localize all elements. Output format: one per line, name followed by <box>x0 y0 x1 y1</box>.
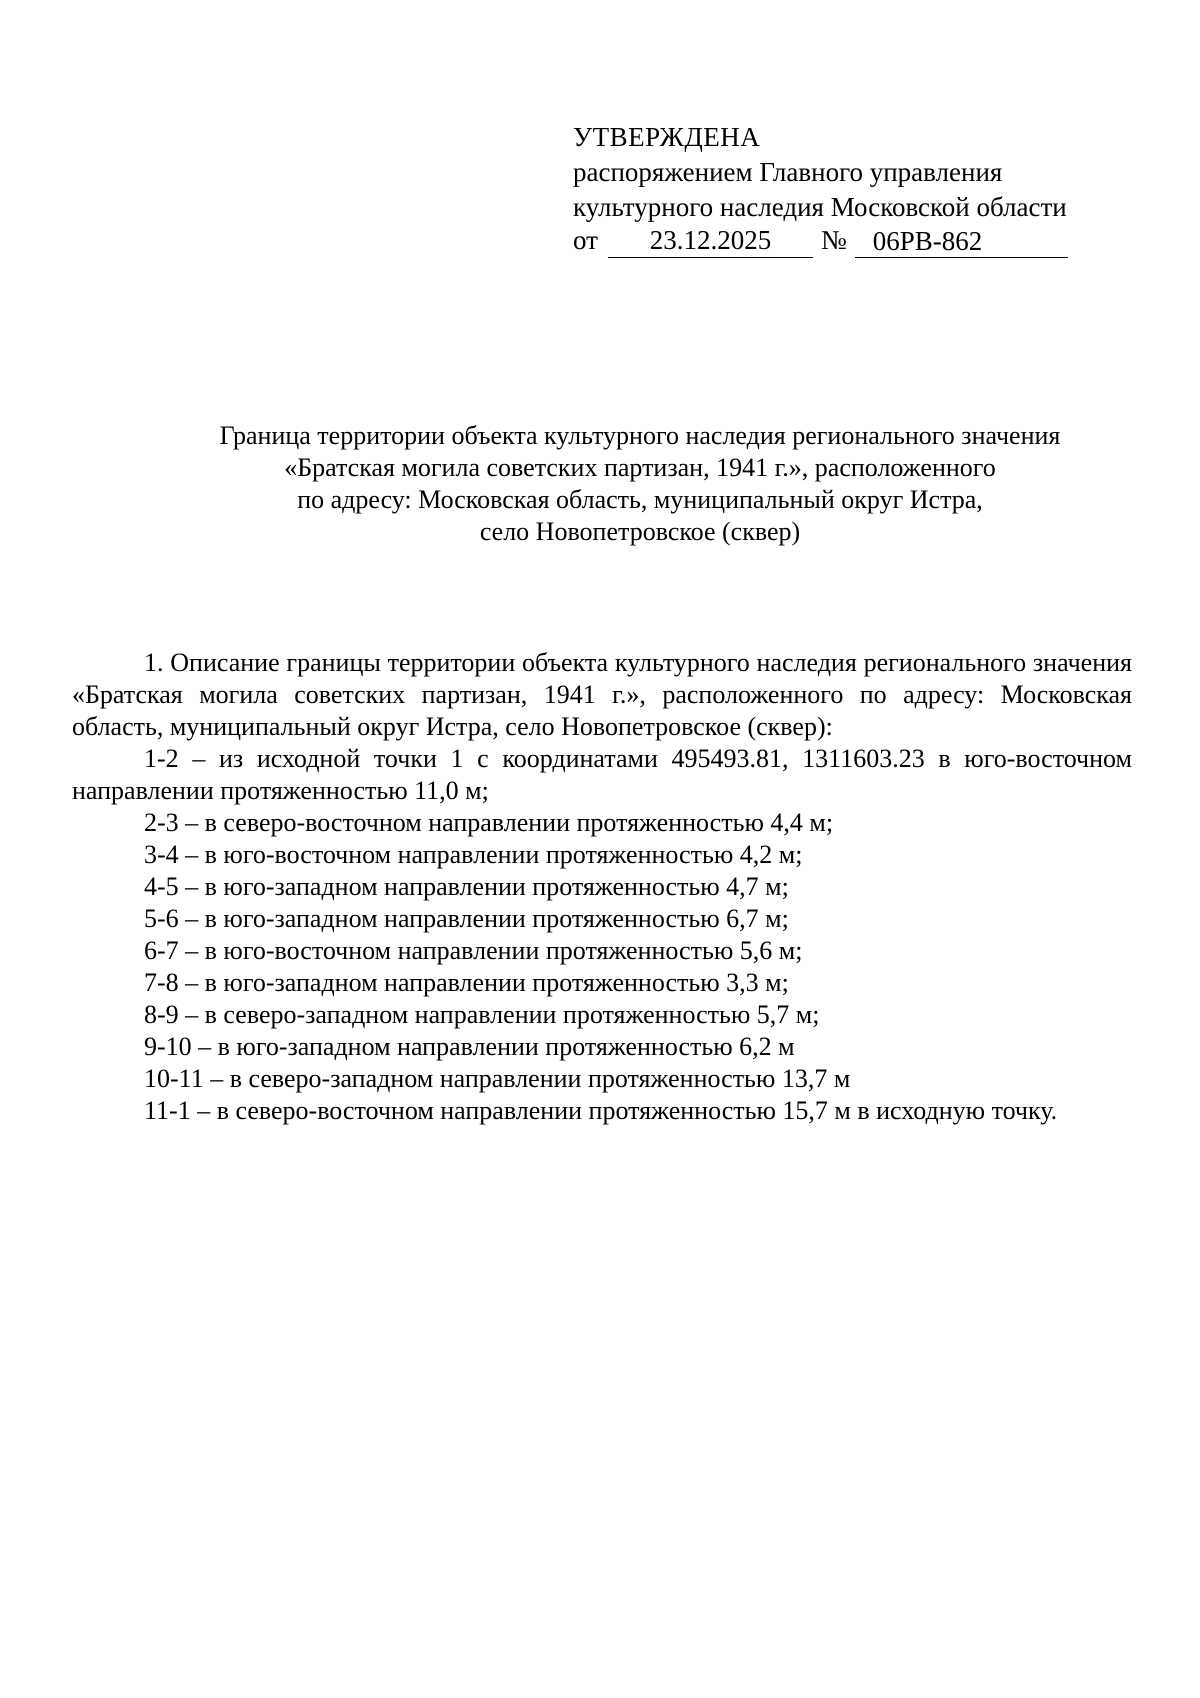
document-heading <box>90 420 1190 548</box>
boundary-segment: 10-11 – в северо-западном направлении протяженностью 13,7 м <box>144 1064 851 1093</box>
heading-line: Граница территории объекта культурного наследия регионального значения <box>219 421 1061 450</box>
heading-line: «Братская могила советских партизан, 1941 г.», расположенного <box>284 453 996 482</box>
boundary-segment: 8-9 – в северо-западном направлении протяженностью 5,7 м; <box>144 1000 820 1029</box>
heading-line: по адресу: Московская область, муниципальный округ Истра, <box>297 485 983 514</box>
description-intro: 1. Описание границы территории объекта культурного наследия регионального значения «Братская могила советских партизан, 1941 г.», расположенного по адресу: Московская область, муниципальный округ Истра, село Новопетровское (сквер): <box>72 648 1132 741</box>
approval-block <box>573 120 1068 258</box>
boundary-segment: 7-8 – в юго-западном направлении протяженностью 3,3 м; <box>144 968 789 997</box>
approval-title: УТВЕРЖДЕНА <box>573 122 761 152</box>
date-prefix: от <box>573 225 598 255</box>
boundary-segment: 3-4 – в юго-восточном направлении протяженностью 4,2 м; <box>144 840 803 869</box>
boundary-segment: 11-1 – в северо-восточном направлении протяженностью 15,7 м в исходную точку. <box>144 1096 1058 1125</box>
approval-date-number-row <box>573 223 1068 258</box>
approval-authority-line-1: распоряжением Главного управления <box>573 157 1003 187</box>
number-prefix: № <box>820 225 847 255</box>
boundary-segment: 6-7 – в юго-восточном направлении протяженностью 5,6 м; <box>144 936 803 965</box>
approval-number: 06РВ-862 <box>855 225 1068 258</box>
heading-line: село Новопетровское (сквер) <box>479 517 801 546</box>
boundary-segment: 2-3 – в северо-восточном направлении протяженностью 4,4 м; <box>144 808 834 837</box>
approval-authority-line-2: культурного наследия Московской области <box>573 192 1067 222</box>
boundary-segment: 4-5 – в юго-западном направлении протяженностью 4,7 м; <box>144 872 789 901</box>
boundary-segment: 9-10 – в юго-западном направлении протяженностью 6,2 м <box>144 1032 795 1061</box>
boundary-description <box>72 647 1132 1127</box>
boundary-segment: 1-2 – из исходной точки 1 с координатами 495493.81, 1311603.23 в юго-восточном направлении протяженностью 11,0 м; <box>72 744 1132 805</box>
boundary-segment: 5-6 – в юго-западном направлении протяженностью 6,7 м; <box>144 904 789 933</box>
approval-date: 23.12.2025 <box>608 224 813 258</box>
